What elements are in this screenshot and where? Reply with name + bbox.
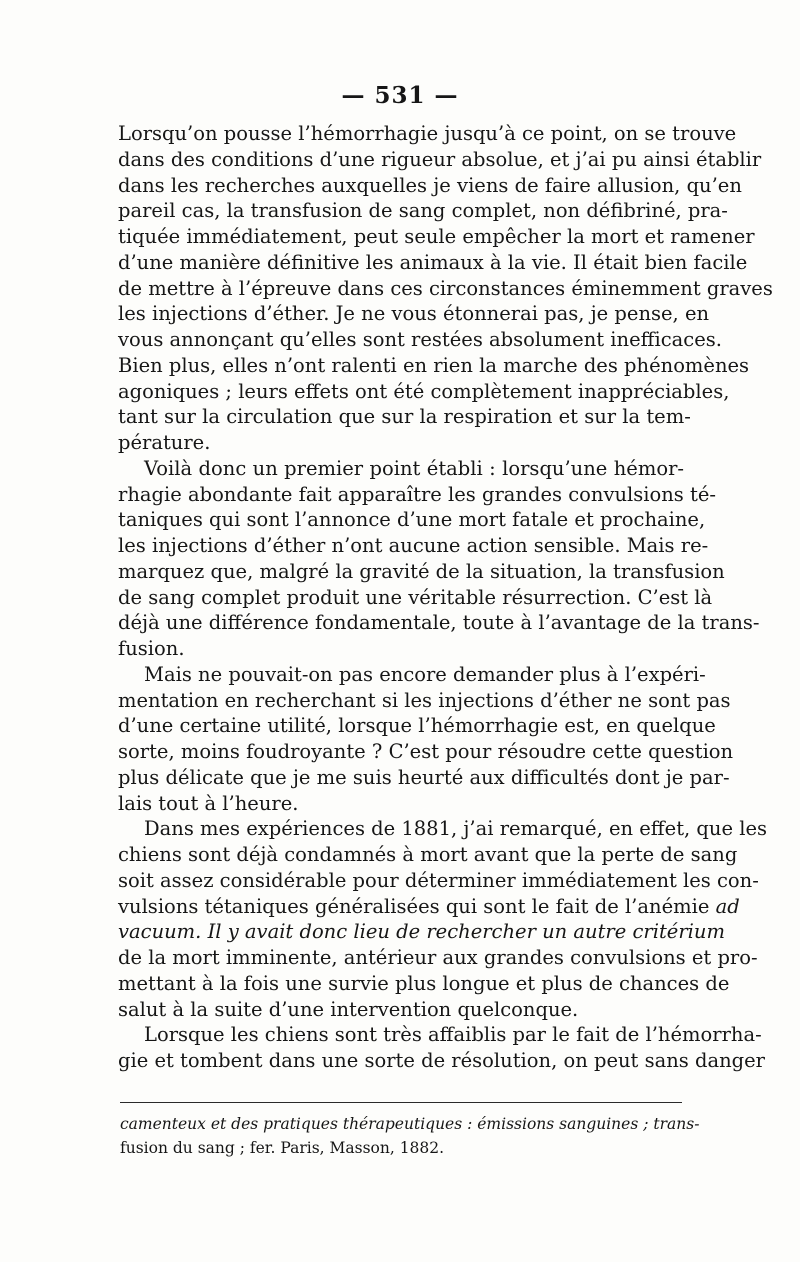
footnote-line: fusion du sang ; fer. Paris, Masson, 1882. <box>120 1139 445 1157</box>
text-line: dans les recherches auxquelles je viens de faire allusion, qu’en <box>118 173 742 197</box>
italic-term: vacuum. Il y avait donc lieu de rechercher un autre critérium <box>118 920 725 944</box>
paragraph-start-line: Dans mes expériences de 1881, j’ai remarqué, en effet, que les <box>144 817 768 841</box>
text-line: rhagie abondante fait apparaître les grandes convulsions té- <box>118 482 716 506</box>
text-line: plus délicate que je me suis heurté aux difficultés dont je par- <box>118 765 730 789</box>
text-line: lais tout à l’heure. <box>118 791 299 815</box>
text-line: agoniques ; leurs effets ont été complètement inappréciables, <box>118 379 730 403</box>
text-line: taniques qui sont l’annonce d’une mort fatale et prochaine, <box>118 508 706 532</box>
text-line: déjà une différence fondamentale, toute à l’avantage de la trans- <box>118 611 760 635</box>
text-line: pareil cas, la transfusion de sang complet, non défibriné, pra- <box>118 199 728 223</box>
text-line: dans des conditions d’une rigueur absolue, et j’ai pu ainsi établir <box>118 147 762 171</box>
text-line: salut à la suite d’une intervention quelconque. <box>118 997 579 1021</box>
body-text <box>118 121 773 1074</box>
text-line-with-italic <box>118 919 725 945</box>
text-line: de sang complet produit une véritable résurrection. C’est là <box>118 585 713 609</box>
text-line: tant sur la circulation que sur la respiration et sur la tem- <box>118 405 691 429</box>
text-line: marquez que, malgré la gravité de la situation, la transfusion <box>118 559 725 583</box>
page-number: — 531 — <box>341 82 459 109</box>
italic-term: ad <box>715 894 740 918</box>
text-line: Bien plus, elles n’ont ralenti en rien la marche des phénomènes <box>118 353 750 377</box>
text-line: gie et tombent dans une sorte de résolution, on peut sans danger <box>118 1049 766 1072</box>
text-line: Lorsqu’on pousse l’hémorrhagie jusqu’à ce point, on se trouve <box>118 122 737 145</box>
footnote-divider <box>120 1102 682 1103</box>
paragraph-start-line: Mais ne pouvait-on pas encore demander plus à l’expéri- <box>144 662 706 686</box>
text-line: soit assez considérable pour déterminer immédiatement les con- <box>118 868 759 892</box>
footnote <box>120 1112 700 1160</box>
text-line: pérature. <box>118 431 211 454</box>
text-line: mettant à la fois une survie plus longue et plus de chances de <box>118 971 730 995</box>
text-line: d’une manière définitive les animaux à la vie. Il était bien facile <box>118 250 748 274</box>
text-line: vous annonçant qu’elles sont restées absolument inefficaces. <box>118 328 722 351</box>
footnote-line: camenteux et des pratiques thérapeutiques : émissions sanguines ; trans- <box>120 1115 700 1133</box>
text-segment: vulsions tétaniques généralisées qui sont le fait de l’anémie <box>118 894 710 918</box>
text-line: de mettre à l’épreuve dans ces circonstances éminemment graves <box>118 276 773 300</box>
text-line: chiens sont déjà condamnés à mort avant que la perte de sang <box>118 843 738 866</box>
text-line: fusion. <box>118 637 185 660</box>
paragraph-start-line: Lorsque les chiens sont très affaiblis par le fait de l’hémorrha- <box>144 1023 762 1047</box>
text-line-with-italic <box>118 894 740 920</box>
text-line: sorte, moins foudroyante ? C’est pour résoudre cette question <box>118 740 734 763</box>
text-line: d’une certaine utilité, lorsque l’hémorrhagie est, en quelque <box>118 714 716 738</box>
text-line: de la mort imminente, antérieur aux grandes convulsions et pro- <box>118 946 758 969</box>
paragraph-start-line: Voilà donc un premier point établi : lorsqu’une hémor- <box>144 456 684 480</box>
text-line: les injections d’éther n’ont aucune action sensible. Mais re- <box>118 534 709 557</box>
text-line: mentation en recherchant si les injections d’éther ne sont pas <box>118 688 731 712</box>
text-line: les injections d’éther. Je ne vous étonnerai pas, je pense, en <box>118 302 710 326</box>
text-line: tiquée immédiatement, peut seule empêcher la mort et ramener <box>118 225 755 248</box>
